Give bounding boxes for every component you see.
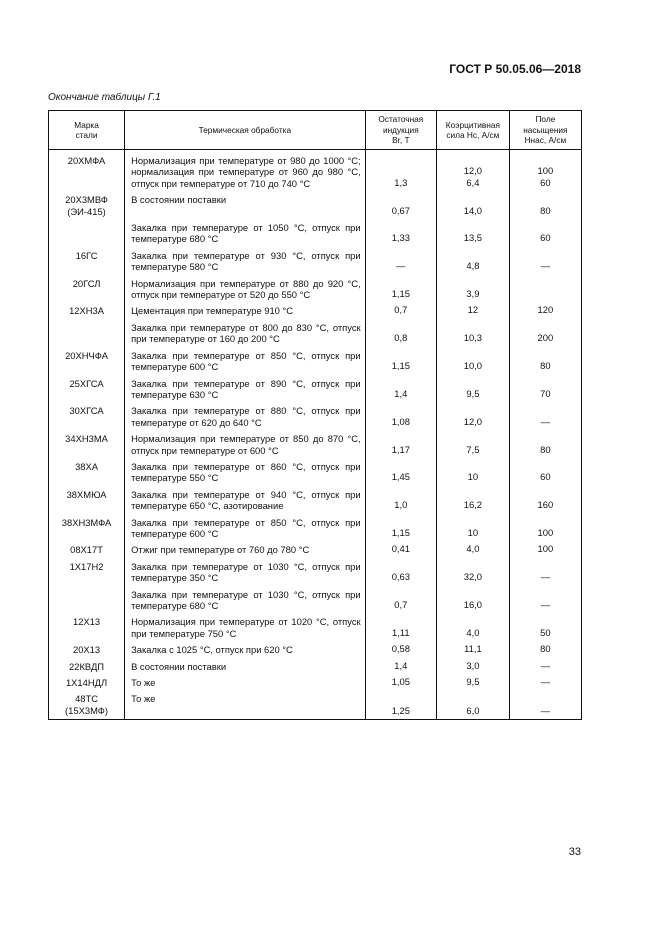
cell-saturation-field: — xyxy=(509,584,581,612)
cell-remanence: 0,58 xyxy=(365,639,436,655)
cell-heat-treatment: Закалка при температуре от 850 °С, отпуск при температуре 600 °С xyxy=(125,512,366,540)
cell-coercive-force: 6,0 xyxy=(437,688,510,719)
cell-steel-grade: 1Х17Н2 xyxy=(49,556,125,584)
cell-steel-grade: 30ХГСА xyxy=(49,400,125,428)
table-row xyxy=(49,639,582,655)
table-row xyxy=(49,584,582,612)
cell-steel-grade: 1Х14НДЛ xyxy=(49,672,125,688)
cell-steel-grade: 08Х17Т xyxy=(49,539,125,555)
table-row xyxy=(49,611,582,639)
header-remanence: Остаточная индукция Br, Т xyxy=(365,111,436,150)
cell-coercive-force: 13,5 xyxy=(437,217,510,245)
cell-saturation-field: 160 xyxy=(509,484,581,512)
cell-coercive-force: 3,0 xyxy=(437,656,510,672)
cell-steel-grade: 38ХН3МФА xyxy=(49,512,125,540)
cell-heat-treatment: Закалка при температуре от 850 °С, отпуск при температуре 600 °С xyxy=(125,345,366,373)
cell-remanence: 1,15 xyxy=(365,512,436,540)
table-row xyxy=(49,428,582,456)
cell-remanence: 0,67 xyxy=(365,189,436,217)
cell-heat-treatment: Закалка при температуре от 1030 °С, отпуск при температуре 350 °С xyxy=(125,556,366,584)
cell-coercive-force: 4,0 xyxy=(437,539,510,555)
cell-heat-treatment: Нормализация при температуре от 850 до 870 °С, отпуск при температуре от 600 °С xyxy=(125,428,366,456)
cell-saturation-field: — xyxy=(509,400,581,428)
cell-heat-treatment: Закалка при температуре от 880 °С, отпуск при температуре от 620 до 640 °С xyxy=(125,400,366,428)
cell-remanence: 1,08 xyxy=(365,400,436,428)
cell-remanence: 1,45 xyxy=(365,456,436,484)
cell-coercive-force: 16,0 xyxy=(437,584,510,612)
cell-saturation-field: — xyxy=(509,688,581,719)
cell-heat-treatment: Нормализация при температуре от 880 до 920 °С, отпуск при температуре от 520 до 550 °С xyxy=(125,273,366,301)
table-row xyxy=(49,189,582,217)
cell-steel-grade: 38ХА xyxy=(49,456,125,484)
cell-saturation-field: 80 xyxy=(509,428,581,456)
cell-steel-grade: 38ХМЮА xyxy=(49,484,125,512)
cell-coercive-force: 16,2 xyxy=(437,484,510,512)
cell-remanence: 0,8 xyxy=(365,317,436,345)
cell-heat-treatment: Закалка при температуре от 890 °С, отпуск при температуре 630 °С xyxy=(125,373,366,401)
cell-coercive-force: 7,5 xyxy=(437,428,510,456)
cell-heat-treatment: Цементация при температуре 910 °С xyxy=(125,300,366,316)
cell-coercive-force: 4,0 xyxy=(437,611,510,639)
cell-steel-grade: 12ХН3А xyxy=(49,300,125,316)
cell-heat-treatment: Нормализация при температуре от 1020 °С, отпуск при температуре 750 °С xyxy=(125,611,366,639)
cell-saturation-field: 100 60 xyxy=(509,150,581,190)
cell-coercive-force: 10,3 xyxy=(437,317,510,345)
cell-remanence: 1,0 xyxy=(365,484,436,512)
cell-remanence: 0,41 xyxy=(365,539,436,555)
cell-heat-treatment: Закалка при температуре от 1030 °С, отпуск при температуре 680 °С xyxy=(125,584,366,612)
cell-remanence: 1,25 xyxy=(365,688,436,719)
cell-remanence: 1,33 xyxy=(365,217,436,245)
table-row xyxy=(49,484,582,512)
cell-heat-treatment: Отжиг при температуре от 760 до 780 °С xyxy=(125,539,366,555)
table-row xyxy=(49,317,582,345)
cell-remanence: 1,4 xyxy=(365,656,436,672)
cell-coercive-force: 4,8 xyxy=(437,245,510,273)
cell-remanence: 0,7 xyxy=(365,584,436,612)
cell-coercive-force: 10,0 xyxy=(437,345,510,373)
cell-steel-grade: 20ГСЛ xyxy=(49,273,125,301)
table-row xyxy=(49,672,582,688)
cell-coercive-force: 10 xyxy=(437,512,510,540)
table-row xyxy=(49,150,582,190)
cell-heat-treatment: Закалка при температуре от 800 до 830 °С, отпуск при температуре от 160 до 200 °С xyxy=(125,317,366,345)
cell-steel-grade xyxy=(49,584,125,612)
cell-coercive-force: 10 xyxy=(437,456,510,484)
cell-saturation-field: — xyxy=(509,672,581,688)
table-row xyxy=(49,245,582,273)
cell-heat-treatment: Закалка с 1025 °С, отпуск при 620 °С xyxy=(125,639,366,655)
cell-saturation-field: — xyxy=(509,556,581,584)
cell-saturation-field: 100 xyxy=(509,539,581,555)
table-row xyxy=(49,217,582,245)
cell-coercive-force: 3,9 xyxy=(437,273,510,301)
cell-steel-grade: 20Х13 xyxy=(49,639,125,655)
cell-heat-treatment: Закалка при температуре от 940 °С, отпуск при температуре 650 °С, азотирование xyxy=(125,484,366,512)
cell-steel-grade: 12Х13 xyxy=(49,611,125,639)
steel-properties-table xyxy=(48,110,582,720)
table-row xyxy=(49,456,582,484)
table-row xyxy=(49,656,582,672)
cell-remanence: 1,11 xyxy=(365,611,436,639)
cell-steel-grade: 48ТС (15Х3МФ) xyxy=(49,688,125,719)
table-row xyxy=(49,300,582,316)
header-coercive-force: Коэрцитивная сила Hс, А/см xyxy=(437,111,510,150)
cell-coercive-force: 11,1 xyxy=(437,639,510,655)
cell-steel-grade: 25ХГСА xyxy=(49,373,125,401)
cell-steel-grade: 20ХМФА xyxy=(49,150,125,190)
cell-saturation-field: — xyxy=(509,245,581,273)
table-row xyxy=(49,400,582,428)
cell-coercive-force: 12 xyxy=(437,300,510,316)
cell-steel-grade xyxy=(49,317,125,345)
table-row xyxy=(49,373,582,401)
cell-saturation-field: 100 xyxy=(509,512,581,540)
cell-coercive-force: 14,0 xyxy=(437,189,510,217)
table-row xyxy=(49,512,582,540)
table-row xyxy=(49,345,582,373)
table-header-row xyxy=(49,111,582,150)
table-row xyxy=(49,556,582,584)
cell-remanence: 0,7 xyxy=(365,300,436,316)
table-row xyxy=(49,539,582,555)
cell-heat-treatment: В состоянии поставки xyxy=(125,189,366,217)
cell-steel-grade: 22КВДП xyxy=(49,656,125,672)
cell-remanence: 1,3 xyxy=(365,150,436,190)
cell-saturation-field: 120 xyxy=(509,300,581,316)
table-row xyxy=(49,688,582,719)
cell-saturation-field: 70 xyxy=(509,373,581,401)
cell-coercive-force: 12,0 xyxy=(437,400,510,428)
cell-saturation-field: 80 xyxy=(509,189,581,217)
table-row xyxy=(49,273,582,301)
cell-saturation-field: 60 xyxy=(509,217,581,245)
cell-saturation-field: 200 xyxy=(509,317,581,345)
cell-heat-treatment: Закалка при температуре от 1050 °С, отпуск при температуре 680 °С xyxy=(125,217,366,245)
cell-saturation-field xyxy=(509,273,581,301)
cell-saturation-field: 80 xyxy=(509,345,581,373)
cell-remanence: — xyxy=(365,245,436,273)
cell-remanence: 1,15 xyxy=(365,345,436,373)
cell-steel-grade: 16ГС xyxy=(49,245,125,273)
cell-steel-grade: 34ХН3МА xyxy=(49,428,125,456)
cell-heat-treatment: Закалка при температуре от 860 °С, отпуск при температуре 550 °С xyxy=(125,456,366,484)
cell-coercive-force: 9,5 xyxy=(437,373,510,401)
cell-heat-treatment: То же xyxy=(125,688,366,719)
header-steel-grade: Марка стали xyxy=(49,111,125,150)
page-number: 33 xyxy=(568,846,581,858)
cell-saturation-field: 50 xyxy=(509,611,581,639)
cell-heat-treatment: Закалка при температуре от 930 °С, отпуск при температуре 580 °С xyxy=(125,245,366,273)
cell-heat-treatment: Нормализация при температуре от 980 до 1000 °С; нормализация при температуре от 960 до 980 °С, отпуск при температуре от 710 до 740 °С xyxy=(125,150,366,190)
cell-remanence: 0,63 xyxy=(365,556,436,584)
cell-remanence: 1,4 xyxy=(365,373,436,401)
header-saturation-field: Поле насыщения Hнас, А/см xyxy=(509,111,581,150)
cell-heat-treatment: В состоянии поставки xyxy=(125,656,366,672)
cell-heat-treatment: То же xyxy=(125,672,366,688)
standard-designation: ГОСТ Р 50.05.06—2018 xyxy=(449,62,581,76)
cell-coercive-force: 9,5 xyxy=(437,672,510,688)
cell-saturation-field: 60 xyxy=(509,456,581,484)
cell-remanence: 1,17 xyxy=(365,428,436,456)
table-caption: Окончание таблицы Г.1 xyxy=(48,92,161,103)
cell-coercive-force: 32,0 xyxy=(437,556,510,584)
header-heat-treatment: Термическая обработка xyxy=(125,111,366,150)
cell-coercive-force: 12,0 6,4 xyxy=(437,150,510,190)
cell-steel-grade xyxy=(49,217,125,245)
cell-saturation-field: — xyxy=(509,656,581,672)
cell-saturation-field: 80 xyxy=(509,639,581,655)
cell-remanence: 1,05 xyxy=(365,672,436,688)
cell-remanence: 1,15 xyxy=(365,273,436,301)
cell-steel-grade: 20ХНЧФА xyxy=(49,345,125,373)
cell-steel-grade: 20Х3МВФ (ЭИ-415) xyxy=(49,189,125,217)
